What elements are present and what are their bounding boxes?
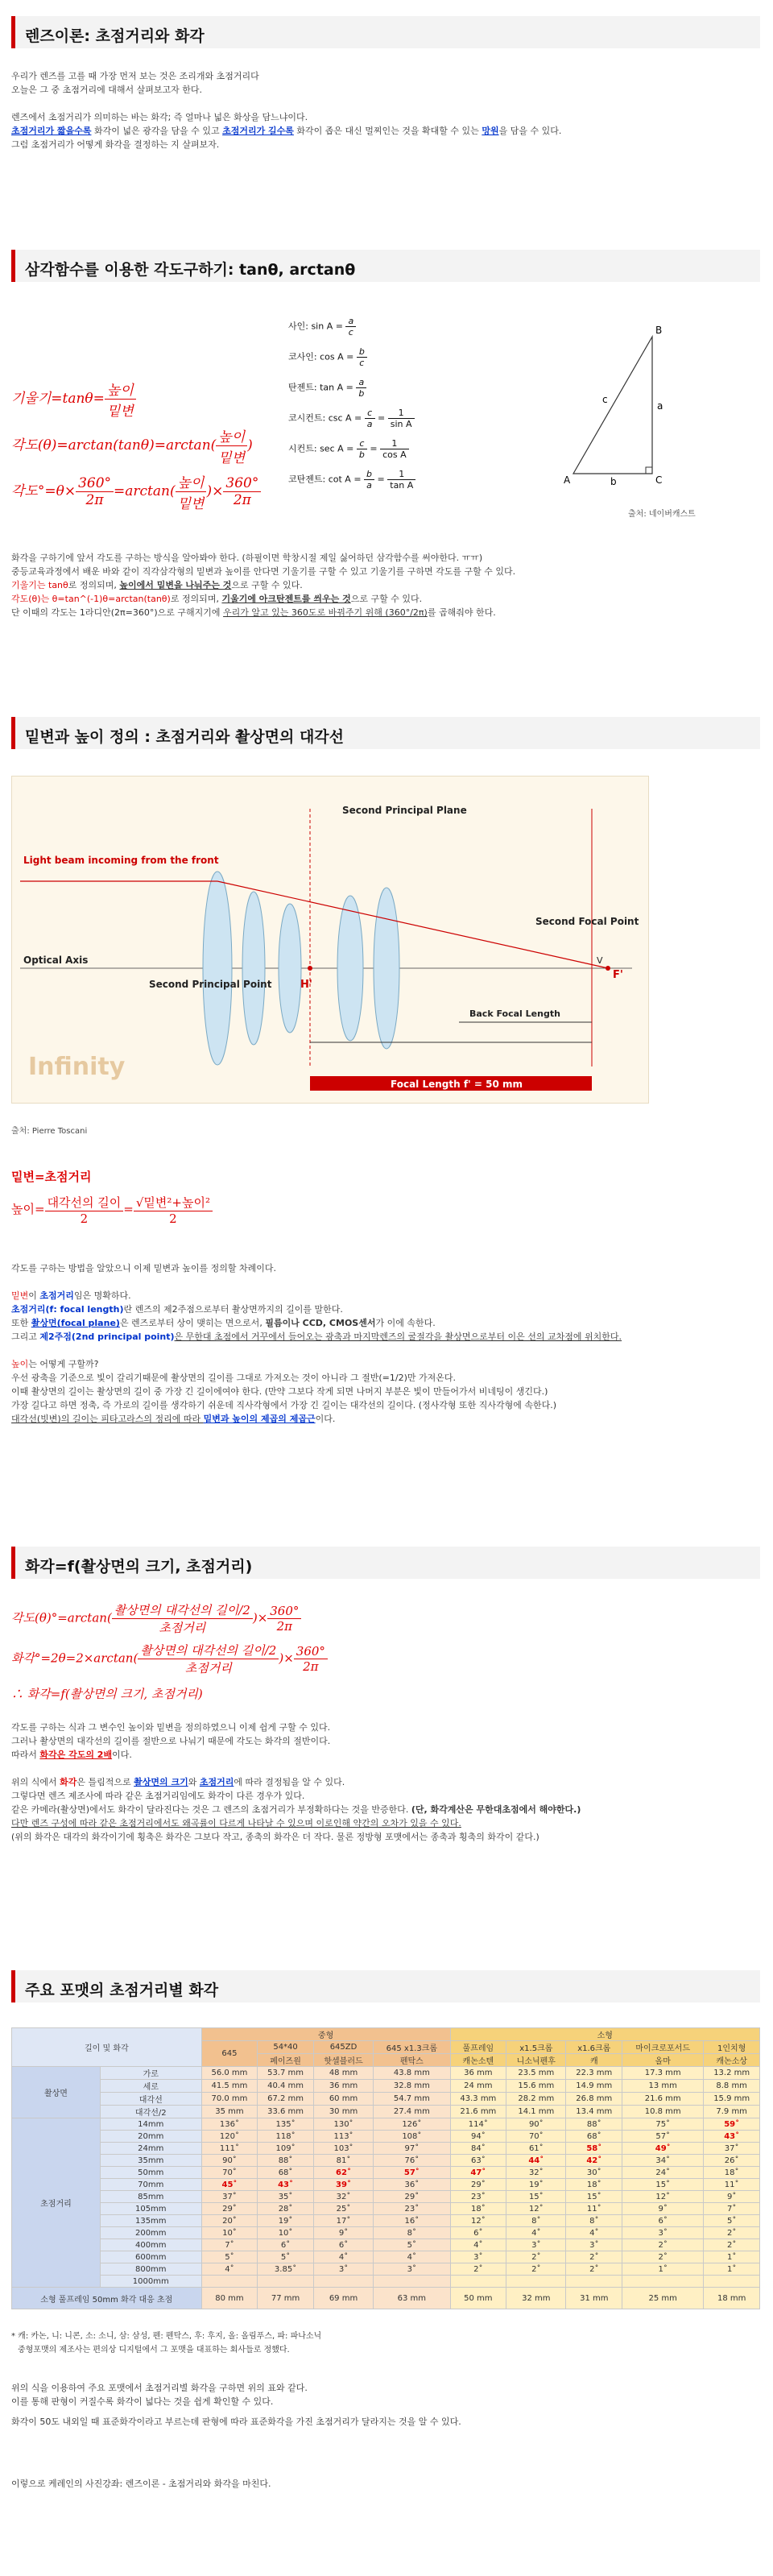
angle-value: 34˚ <box>622 2155 704 2167</box>
equiv-value: 63 mm <box>374 2288 450 2309</box>
angle-value: 8˚ <box>374 2227 450 2239</box>
sensor-dimension-name: 세로 <box>100 2080 201 2093</box>
angle-value: 2˚ <box>704 2227 760 2239</box>
focal-length: 135mm <box>100 2215 201 2227</box>
sensor-value: 43.8 mm <box>374 2067 450 2080</box>
angle-value: 43˚ <box>258 2179 314 2191</box>
angle-value: 90˚ <box>506 2118 566 2131</box>
angle-value: 88˚ <box>258 2155 314 2167</box>
focal-length: 24mm <box>100 2143 201 2155</box>
angle-value: 8˚ <box>566 2215 622 2227</box>
group-medium: 중형 <box>201 2028 450 2041</box>
angle-value: 49˚ <box>622 2143 704 2155</box>
formula-angle: 각도(θ)=arctan(tanθ)=arctan( $\frac{\text{높이}}{\text{밑변}}$ ) <box>11 425 253 466</box>
sensor-value: 13.2 mm <box>704 2067 760 2080</box>
sensor-value: 36 mm <box>313 2080 373 2093</box>
sensor-value: 21.6 mm <box>450 2106 506 2118</box>
trig-row: 코사인: cos A = $\frac{b}{c}$ <box>288 346 367 368</box>
intro-line-2: 오늘은 그 중 초점거리에 대해서 살펴보고자 한다. <box>11 85 202 95</box>
lens-label-principal-plane: Second Principal Plane <box>342 805 467 816</box>
format-maker: 펜탁스 <box>374 2054 450 2067</box>
sensor-value: 15.6 mm <box>506 2080 566 2093</box>
angle-value: 37˚ <box>704 2143 760 2155</box>
angle-value: 2˚ <box>506 2251 566 2263</box>
angle-value: 4˚ <box>506 2227 566 2239</box>
sensor-value: 10.8 mm <box>622 2106 704 2118</box>
angle-value: 2˚ <box>506 2263 566 2276</box>
sensor-value: 7.9 mm <box>704 2106 760 2118</box>
sensor-value: 23.5 mm <box>506 2067 566 2080</box>
lens-label-light-beam: Light beam incoming from the front <box>23 855 219 866</box>
angle-value: 29˚ <box>450 2179 506 2191</box>
angle-value: 16˚ <box>374 2215 450 2227</box>
format-name: 풀프레임 <box>450 2041 506 2054</box>
format-name: 1인치형 <box>704 2041 760 2054</box>
angle-value: 20˚ <box>201 2215 258 2227</box>
lens-label-focal-length: Focal Length f' = 50 mm <box>391 1079 523 1090</box>
angle-value: 94˚ <box>450 2131 506 2143</box>
angle-value: 30˚ <box>566 2167 622 2179</box>
angle-value: 4˚ <box>450 2239 506 2251</box>
focal-length: 800mm <box>100 2263 201 2276</box>
angle-of-view-table <box>11 2027 760 2309</box>
angle-value: 4˚ <box>201 2263 258 2276</box>
formula-view-angle: 화각°=2θ=2×arctan( $\frac{\text{촬상면의 대각선의 길이/2}}{\text{초점거리}}$ )× $\frac{360^\circ}{2\pi}$ <box>11 1642 328 1676</box>
angle-value: 43˚ <box>704 2131 760 2143</box>
angle-value: 2˚ <box>450 2263 506 2276</box>
sensor-row <box>12 2093 760 2106</box>
angle-value: 8˚ <box>506 2215 566 2227</box>
tri-label-b: b <box>610 476 617 487</box>
sensor-value: 13.4 mm <box>566 2106 622 2118</box>
angle-value: 6˚ <box>450 2227 506 2239</box>
lens-label-f-prime: F' <box>613 969 623 981</box>
angle-value: 3˚ <box>622 2227 704 2239</box>
angle-value: 57˚ <box>374 2167 450 2179</box>
angle-value: 12˚ <box>506 2203 566 2215</box>
angle-value <box>622 2276 704 2288</box>
tri-label-C: C <box>655 474 663 486</box>
sensor-value: 21.6 mm <box>622 2093 704 2106</box>
format-maker: 캐 <box>566 2054 622 2067</box>
angle-value <box>313 2276 373 2288</box>
intro-line-3: 렌즈에서 초점거리가 의미하는 바는 화각; 즉 얼마나 넓은 화상을 담느냐이다. <box>11 112 308 122</box>
angle-value: 7˚ <box>201 2239 258 2251</box>
angle-value: 1˚ <box>622 2263 704 2276</box>
tri-label-c: c <box>602 394 608 405</box>
view-angle-explanation: 각도를 구하는 식과 그 변수인 높이와 밑변을 정의하였으니 이제 쉽게 구할 수 있다. 그러나 촬상면의 대각선의 길이를 절반으로 나눠기 때문에 각도는 화각의 절반이다. 따라서 화각은 각도의 2배이다. 위의 식에서 화각은 틀림적으로 촬상면의 크기와 초점거리에 따라 결정됨을 알 수 있다. 그렇다면 렌즈 제조사에 따라 같은 초점거리임에도 화각이 다른 경우가 있다. 같은 카메라(촬상면)에서도 화각이 달라진다는 것은 그 렌즈의 초점거리가 부정확하다는 것을 반증한다. (단, 화각계산은 무한대초점에서 해야한다.) 다만 렌즈 구성에 따라 같은 초점거리에서도 왜곡률이 다르게 나타날 수 있으며 이로인해 약간의 오차가 있을 수 있다. (위의 화각은 대각의 화각이기에 횡축은 화각은 그보다 작고, 종축의 화각은 더 작다. 물론 정방형 포맷에서는 종축과 횡축의 화각이 같다.) <box>11 1722 581 1842</box>
angle-value: 4˚ <box>313 2251 373 2263</box>
angle-value: 90˚ <box>201 2155 258 2167</box>
focal-label: 초점거리 <box>12 2118 101 2288</box>
sensor-value: 67.2 mm <box>258 2093 314 2106</box>
angle-value: 4˚ <box>374 2251 450 2263</box>
focal-row <box>12 2263 760 2276</box>
sensor-value: 24 mm <box>450 2080 506 2093</box>
angle-value: 11˚ <box>704 2179 760 2191</box>
angle-value <box>258 2276 314 2288</box>
sensor-value: 13 mm <box>622 2080 704 2093</box>
angle-value: 12˚ <box>622 2191 704 2203</box>
sensor-value: 53.7 mm <box>258 2067 314 2080</box>
format-name: 마이크로포서드 <box>622 2041 704 2054</box>
formula-height: 높이= $\frac{\text{대각선의 길이}}{2}$ = $\frac{\text{√밑변²+높이²}}{2}$ <box>11 1194 213 1226</box>
equiv-value: 50 mm <box>450 2288 506 2309</box>
table-explanation: 위의 식을 이용하여 주요 포맷에서 초점거리별 화각을 구하면 위의 표와 같다. 이를 통해 판형이 커질수록 화각이 넓다는 것을 쉽게 확인할 수 있다. 화각이 50도 내외일 때 표준화각이라고 부르는데 판형에 따라 표준화각을 가진 초점거리가 달라지는 것을 알 수 있다. 이렇으로 케레인의 사진강좌: 렌즈이론 - 초점거리와 화각을 마친다. <box>11 2383 461 2489</box>
angle-value: 15˚ <box>506 2191 566 2203</box>
equiv-value: 77 mm <box>258 2288 314 2309</box>
angle-value: 57˚ <box>622 2131 704 2143</box>
angle-value: 1˚ <box>704 2263 760 2276</box>
angle-value: 47˚ <box>450 2167 506 2179</box>
angle-value: 10˚ <box>258 2227 314 2239</box>
lens-label-principal-point: Second Principal Point <box>149 979 272 990</box>
angle-value: 9˚ <box>313 2227 373 2239</box>
angle-value: 3.85˚ <box>258 2263 314 2276</box>
format-name: x1.6크롭 <box>566 2041 622 2054</box>
angle-value: 70˚ <box>506 2131 566 2143</box>
sensor-value: 14.1 mm <box>506 2106 566 2118</box>
angle-value: 1˚ <box>704 2251 760 2263</box>
angle-value: 3˚ <box>506 2239 566 2251</box>
angle-value: 130˚ <box>313 2118 373 2131</box>
angle-value: 68˚ <box>566 2131 622 2143</box>
lens-label-h-prime: H' <box>300 979 312 991</box>
sensor-dimension-name: 대각선/2 <box>100 2106 201 2118</box>
sensor-label: 촬상면 <box>12 2067 101 2118</box>
focal-length: 35mm <box>100 2155 201 2167</box>
equiv-value: 31 mm <box>566 2288 622 2309</box>
format-maker: 캐논소텐 <box>450 2054 506 2067</box>
lens-diagram <box>11 776 649 1104</box>
angle-value: 12˚ <box>450 2215 506 2227</box>
angle-value: 9˚ <box>622 2203 704 2215</box>
angle-value: 63˚ <box>450 2155 506 2167</box>
angle-value: 2˚ <box>704 2239 760 2251</box>
lens-label-optical-axis: Optical Axis <box>23 955 89 966</box>
focal-length: 200mm <box>100 2227 201 2239</box>
angle-value: 3˚ <box>450 2251 506 2263</box>
angle-value: 62˚ <box>313 2167 373 2179</box>
sensor-value: 8.8 mm <box>704 2080 760 2093</box>
angle-value: 29˚ <box>201 2203 258 2215</box>
angle-value <box>704 2276 760 2288</box>
angle-value: 6˚ <box>258 2239 314 2251</box>
table-notes: * 캐: 카논, 니: 니콘, 소: 소니, 삼: 삼성, 펜: 펜탁스, 후: 후지, 올: 올림푸스, 파: 파나소닉 중형포맷의 제조사는 편의상 디지털에서 그 포맷을 대표하는 회사들로 정했다. <box>11 2332 322 2354</box>
angle-value: 58˚ <box>566 2143 622 2155</box>
focal-row <box>12 2143 760 2155</box>
focal-row <box>12 2155 760 2167</box>
angle-value: 37˚ <box>201 2191 258 2203</box>
intro-line-5: 그럼 초점거리가 어떻게 화각을 결정하는 지 살펴보자. <box>11 139 220 150</box>
angle-value: 135˚ <box>258 2118 314 2131</box>
angle-value: 36˚ <box>374 2179 450 2191</box>
sensor-value: 15.9 mm <box>704 2093 760 2106</box>
trig-row: 시컨트: sec A = $\frac{c}{b}$ = $\frac{1}{\text{cos A}}$ <box>288 438 409 460</box>
angle-value: 24˚ <box>622 2167 704 2179</box>
angle-value <box>374 2276 450 2288</box>
tri-label-B: B <box>655 325 663 336</box>
trig-row: 탄젠트: tan A = $\frac{a}{b}$ <box>288 377 366 399</box>
angle-value: 3˚ <box>374 2263 450 2276</box>
angle-value: 136˚ <box>201 2118 258 2131</box>
sensor-value: 36 mm <box>450 2067 506 2080</box>
angle-value: 111˚ <box>201 2143 258 2155</box>
angle-value: 5˚ <box>704 2215 760 2227</box>
focal-row <box>12 2276 760 2288</box>
angle-value: 11˚ <box>566 2203 622 2215</box>
angle-value: 19˚ <box>506 2179 566 2191</box>
sensor-value: 33.6 mm <box>258 2106 314 2118</box>
section-title-2: 삼각함수를 이용한 각도구하기: tanθ, arctanθ <box>11 250 760 282</box>
sensor-value: 30 mm <box>313 2106 373 2118</box>
trig-row: 사인: sin A = $\frac{a}{c}$ <box>288 316 356 338</box>
angle-value: 75˚ <box>622 2118 704 2131</box>
angle-value: 109˚ <box>258 2143 314 2155</box>
sensor-dimension-name: 가로 <box>100 2067 201 2080</box>
angle-value: 29˚ <box>374 2191 450 2203</box>
sensor-row <box>12 2080 760 2093</box>
sensor-value: 48 mm <box>313 2067 373 2080</box>
angle-value: 2˚ <box>566 2251 622 2263</box>
equiv-value: 18 mm <box>704 2288 760 2309</box>
source-toscani: 출처: Pierre Toscani <box>11 1127 88 1136</box>
angle-value: 39˚ <box>313 2179 373 2191</box>
angle-value <box>566 2276 622 2288</box>
sensor-row <box>12 2106 760 2118</box>
sensor-value: 70.0 mm <box>201 2093 258 2106</box>
angle-value: 76˚ <box>374 2155 450 2167</box>
lens-label-back-focal: Back Focal Length <box>469 1008 560 1019</box>
angle-value: 108˚ <box>374 2131 450 2143</box>
sensor-value: 32.8 mm <box>374 2080 450 2093</box>
equiv-label: 소형 풀프레임 50mm 화각 대응 초점 <box>12 2288 202 2309</box>
angle-value: 32˚ <box>313 2191 373 2203</box>
angle-value: 5˚ <box>374 2239 450 2251</box>
sensor-value: 60 mm <box>313 2093 373 2106</box>
angle-value: 81˚ <box>313 2155 373 2167</box>
lens-label-v: V <box>597 955 603 966</box>
lens-illustration <box>12 777 648 1103</box>
section-title-1: 렌즈이론: 초점거리와 화각 <box>11 16 760 48</box>
sensor-value: 35 mm <box>201 2106 258 2118</box>
angle-value: 61˚ <box>506 2143 566 2155</box>
format-maker: 니소닉펜후 <box>506 2054 566 2067</box>
trig-row: 코시컨트: csc A = $\frac{c}{a}$ = $\frac{1}{\text{sin A}}$ <box>288 408 415 429</box>
format-name: x1.5크롭 <box>506 2041 566 2054</box>
focal-row <box>12 2167 760 2179</box>
angle-value <box>450 2276 506 2288</box>
angle-value: 3˚ <box>313 2263 373 2276</box>
intro-line-4: 초점거리가 짧을수록 화각이 넓은 광각을 담을 수 있고 초점거리가 길수록 화각이 좁은 대신 멀찌인는 것을 확대할 수 있는 망원을 담을 수 있다. <box>11 126 562 136</box>
angle-value: 32˚ <box>506 2167 566 2179</box>
sensor-value: 28.2 mm <box>506 2093 566 2106</box>
focal-row <box>12 2191 760 2203</box>
sensor-row <box>12 2067 760 2080</box>
angle-value: 2˚ <box>566 2263 622 2276</box>
sensor-value: 41.5 mm <box>201 2080 258 2093</box>
angle-value: 28˚ <box>258 2203 314 2215</box>
focal-length: 14mm <box>100 2118 201 2131</box>
focal-row <box>12 2215 760 2227</box>
angle-value: 97˚ <box>374 2143 450 2155</box>
sensor-value: 27.4 mm <box>374 2106 450 2118</box>
formula-base: 밑변=초점거리 <box>11 1170 92 1184</box>
angle-value: 103˚ <box>313 2143 373 2155</box>
trig-explanation: 화각을 구하기에 앞서 각도를 구하는 방식을 알아봐야 한다. (하필이면 학창시절 제일 싫어하던 삼각함수를 써야한다. ㅠㅠ) 중등교육과정에서 배운 바와 같이 직각삼각형의 밑변과 높이를 안다면 기울기를 구할 수 있고 기울기를 구하면 각도를 구할 수 있다. 기울기는 tanθ로 정의되며, 높이에서 밑변을 나눠주는 것으로 구할 수 있다. 각도(θ)는 θ=tan^(-1)θ=arctan(tanθ)로 정의되며, 기울기에 아크탄젠트를 씌우는 것으로 구할 수 있다. 단 이때의 각도는 1라디안(2π=360°)으로 구해지기에 우리가 알고 있는 360도로 바꿔주기 위해 (360°/2π)를 곱해줘야 한다. <box>11 553 516 618</box>
angle-value: 23˚ <box>374 2203 450 2215</box>
section-title-4: 화각=f(촬상면의 크기, 초점거리) <box>11 1547 760 1579</box>
angle-value: 25˚ <box>313 2203 373 2215</box>
focal-row <box>12 2251 760 2263</box>
formula-conclusion: ∴ 화각=f(촬상면의 크기, 초점거리) <box>11 1687 203 1701</box>
sensor-dimension-name: 대각선 <box>100 2093 201 2106</box>
angle-value <box>201 2276 258 2288</box>
angle-value: 114˚ <box>450 2118 506 2131</box>
base-height-explanation: 각도를 구하는 방법을 알았으니 이제 밑변과 높이를 정의할 차례이다. 밑변이 초점거리임은 명확하다. 초점거리(f: focal length)란 렌즈의 제2주점으로부터 촬상면까지의 길이를 말한다. 또한 촬상면(focal plane)은 렌즈로부터 상이 맺히는 면으로서, 필름이나 CCD, CMOS센서가 이에 속한다. 그리고 제2주점(2nd principal point)은 무한대 초점에서 거꾸에서 들어오는 광축과 마지막렌즈의 굴절각을 촬상면으로부터 이은 선의 교차점에 위치한다. 높이는 어떻게 구할까? 우선 광축을 기준으로 빛이 갈리기때문에 촬상면의 길이를 그대로 가져오는 것이 아니라 그 절반(=1/2)만 가져온다. 이때 촬상면의 길이는 촬상면의 길이 중 가장 긴 길이에여야 한다. (만약 그보다 작게 되면 나머지 부분은 빛이 만들어가서 비네팅이 생긴다.) 가장 길다고 하면 정축, 즉 가로의 길이를 생각하기 쉬운데 직사각형에서 가장 긴 길이는 대각선의 길이다. (정사각형 또한 직사각형에 속한다.) 대각선(빗변)의 길이는 피타고라스의 정리에 따라 밑변과 높이의 제곱의 제곱근이다. <box>11 1263 622 1424</box>
focal-length: 85mm <box>100 2191 201 2203</box>
angle-value: 59˚ <box>704 2118 760 2131</box>
lens-label-infinity: Infinity <box>28 1053 126 1081</box>
format-maker: 핫셀블러드 <box>313 2054 373 2067</box>
focal-row <box>12 2227 760 2239</box>
angle-value: 15˚ <box>566 2191 622 2203</box>
angle-value: 26˚ <box>704 2155 760 2167</box>
tri-label-a: a <box>657 400 663 412</box>
table-group-row <box>12 2028 760 2041</box>
angle-value: 126˚ <box>374 2118 450 2131</box>
table-corner: 길이 및 화각 <box>12 2028 202 2067</box>
angle-value: 70˚ <box>201 2167 258 2179</box>
angle-value: 45˚ <box>201 2179 258 2191</box>
equiv-value: 32 mm <box>506 2288 566 2309</box>
angle-value: 18˚ <box>566 2179 622 2191</box>
format-maker: 페이즈원 <box>258 2054 314 2067</box>
format-maker: 올마 <box>622 2054 704 2067</box>
angle-value: 15˚ <box>622 2179 704 2191</box>
sensor-value: 14.9 mm <box>566 2080 622 2093</box>
focal-row <box>12 2179 760 2191</box>
angle-value: 3˚ <box>566 2239 622 2251</box>
angle-value: 9˚ <box>704 2191 760 2203</box>
source-naver: 출처: 네이버캐스트 <box>628 510 696 519</box>
equiv-row <box>12 2288 760 2309</box>
focal-row <box>12 2203 760 2215</box>
format-name: 645 x1.3크롭 <box>374 2041 450 2054</box>
lens-label-focal-point: Second Focal Point <box>535 916 639 927</box>
angle-value: 18˚ <box>450 2203 506 2215</box>
focal-length: 50mm <box>100 2167 201 2179</box>
angle-value: 10˚ <box>201 2227 258 2239</box>
tri-label-A: A <box>564 474 571 486</box>
focal-row <box>12 2239 760 2251</box>
focal-length: 70mm <box>100 2179 201 2191</box>
formula-slope: 기울기=tanθ= $\frac{\text{높이}}{\text{밑변}}$ <box>11 379 136 420</box>
equiv-value: 69 mm <box>313 2288 373 2309</box>
angle-value: 44˚ <box>506 2155 566 2167</box>
format-name: 645ZD <box>313 2041 373 2054</box>
formula-half-angle: 각도(θ)°=arctan( $\frac{\text{촬상면의 대각선의 길이/2}}{\text{초점거리}}$ )× $\frac{360^\circ}{2\pi}$ <box>11 1601 301 1636</box>
sensor-value: 40.4 mm <box>258 2080 314 2093</box>
angle-value: 35˚ <box>258 2191 314 2203</box>
intro-text <box>11 69 760 151</box>
angle-value: 120˚ <box>201 2131 258 2143</box>
focal-length: 105mm <box>100 2203 201 2215</box>
intro-line-1: 우리가 렌즈를 고를 때 가장 먼저 보는 것은 조리개와 초점거리다 <box>11 71 259 81</box>
sensor-value: 17.3 mm <box>622 2067 704 2080</box>
angle-value: 118˚ <box>258 2131 314 2143</box>
angle-value: 23˚ <box>450 2191 506 2203</box>
sensor-value: 56.0 mm <box>201 2067 258 2080</box>
angle-value: 5˚ <box>258 2251 314 2263</box>
formula-angle-degree: 각도°=θ× $\frac{360^\circ}{2\pi}$ =arctan( $\frac{\text{높이}}{\text{밑변}}$ )× $\frac{360^\circ}{2\pi}$ <box>11 471 261 512</box>
angle-value: 4˚ <box>566 2227 622 2239</box>
angle-value <box>506 2276 566 2288</box>
angle-value: 17˚ <box>313 2215 373 2227</box>
sensor-value: 22.3 mm <box>566 2067 622 2080</box>
equiv-value: 25 mm <box>622 2288 704 2309</box>
angle-value: 7˚ <box>704 2203 760 2215</box>
focal-length: 400mm <box>100 2239 201 2251</box>
angle-value: 113˚ <box>313 2131 373 2143</box>
angle-value: 84˚ <box>450 2143 506 2155</box>
format-name: 54*40 <box>258 2041 314 2054</box>
right-triangle-diagram <box>556 322 676 495</box>
angle-value: 6˚ <box>622 2215 704 2227</box>
equiv-value: 80 mm <box>201 2288 258 2309</box>
section-title-5: 주요 포맷의 초점거리별 화각 <box>11 1970 760 2002</box>
sensor-value: 54.7 mm <box>374 2093 450 2106</box>
group-small: 소형 <box>450 2028 759 2041</box>
focal-length: 20mm <box>100 2131 201 2143</box>
angle-value: 42˚ <box>566 2155 622 2167</box>
angle-value: 6˚ <box>313 2239 373 2251</box>
angle-value: 68˚ <box>258 2167 314 2179</box>
angle-value: 19˚ <box>258 2215 314 2227</box>
section-title-3: 밑변과 높이 정의 : 초점거리와 촬상면의 대각선 <box>11 717 760 749</box>
angle-value: 18˚ <box>704 2167 760 2179</box>
format-maker: 캐논소상 <box>704 2054 760 2067</box>
angle-value: 2˚ <box>622 2239 704 2251</box>
angle-value: 2˚ <box>622 2251 704 2263</box>
format-name: 645 <box>201 2041 258 2067</box>
sensor-value: 26.8 mm <box>566 2093 622 2106</box>
angle-value: 5˚ <box>201 2251 258 2263</box>
focal-length: 600mm <box>100 2251 201 2263</box>
angle-value: 88˚ <box>566 2118 622 2131</box>
sensor-value: 43.3 mm <box>450 2093 506 2106</box>
focal-row <box>12 2131 760 2143</box>
focal-length: 1000mm <box>100 2276 201 2288</box>
focal-row <box>12 2118 760 2131</box>
trig-row: 코탄젠트: cot A = $\frac{b}{a}$ = $\frac{1}{\text{tan A}}$ <box>288 469 415 491</box>
